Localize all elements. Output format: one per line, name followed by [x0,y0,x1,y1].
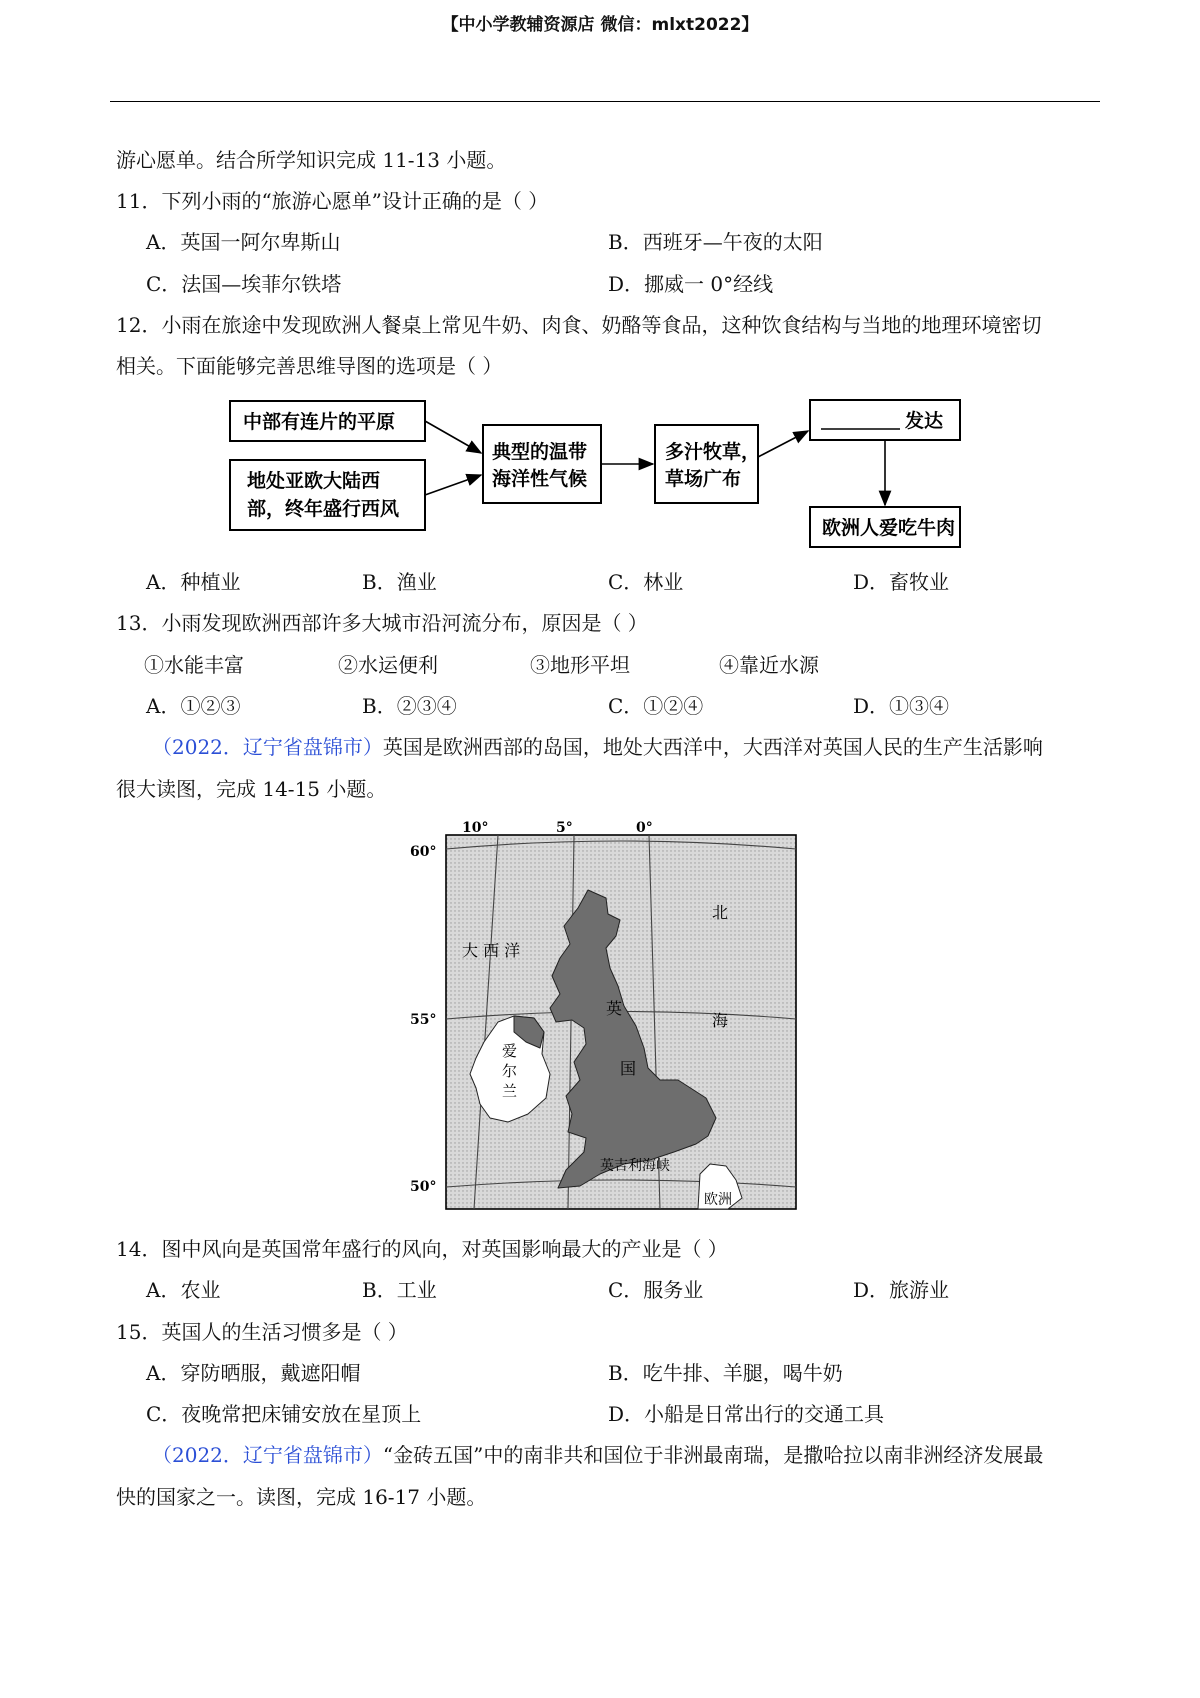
lat-label-50: 50° [410,1179,437,1195]
q14-option-d: D．旅游业 [853,1278,950,1302]
q11-option-a: A．英国一阿尔卑斯山 [146,230,341,254]
q12-option-c: C．林业 [608,570,684,594]
intro2-source: （2022．辽宁省盘锦市） [152,735,383,759]
mindmap-box-location-line1: 地处亚欧大陆西 [247,470,381,492]
mindmap-box-beef-text: 欧洲人爱吃牛肉 [822,517,956,539]
q11-option-d: D．挪威一 0°经线 [608,272,774,296]
intro3-source: （2022．辽宁省盘锦市） [152,1443,383,1467]
q12-option-a: A．种植业 [146,570,241,594]
intro-tail: 游心愿单。结合所学知识完成 11-13 小题。 [116,148,507,172]
intro2-line2: 很大读图，完成 14-15 小题。 [116,777,387,801]
lon-label-5: 5° [556,820,573,836]
q13-statement-2: ②水运便利 [338,653,438,677]
label-uk-2: 国 [620,1059,637,1078]
q15-option-b: B．吃牛排、羊腿，喝牛奶 [608,1361,843,1385]
q14-stem: 14．图中风向是英国常年盛行的风向，对英国影响最大的产业是（ ） [116,1237,728,1261]
q13-statement-3: ③地形平坦 [530,653,630,677]
q13-statement-4: ④靠近水源 [719,653,819,677]
q13-option-a: A．①②③ [146,694,241,718]
mindmap-box-pasture-line1: 多汁牧草， [665,441,761,463]
lon-label-10: 10° [462,820,489,836]
q15-option-d: D．小船是日常出行的交通工具 [608,1402,885,1426]
q12-stem-line1: 12．小雨在旅途中发现欧洲人餐桌上常见牛奶、肉食、奶酪等食品，这种饮食结构与当地的地理环境密切 [116,313,1042,337]
q15-option-c: C．夜晚常把床铺安放在星顶上 [146,1402,422,1426]
intro3-line1 [152,1441,1043,1469]
lon-label-0: 0° [636,820,653,836]
intro2-line1 [152,733,1043,761]
q15-option-a: A．穿防晒服，戴遮阳帽 [146,1361,361,1385]
q13-option-d: D．①③④ [853,694,950,718]
mindmap-box-climate [483,425,601,503]
q11-option-c: C．法国—埃菲尔铁塔 [146,272,342,296]
q13-statement-1: ①水能丰富 [144,653,244,677]
q12-option-b: B．渔业 [362,570,437,594]
q13-option-b: B．②③④ [362,694,457,718]
mind-map [225,395,990,555]
arrow-location-to-climate [425,475,481,495]
lat-label-60: 60° [410,844,437,860]
q14-option-c: C．服务业 [608,1278,704,1302]
arrow-pasture-to-blank [758,431,808,457]
label-uk-1: 英 [606,999,623,1018]
page-header: 【中小学教辅资源店 微信：mlxt2022】 [441,15,759,35]
mindmap-box-plain-text: 中部有连片的平原 [243,411,396,433]
mindmap-box-pasture [655,425,761,503]
q12-stem-line2: 相关。下面能够完善思维导图的选项是（ ） [116,354,503,378]
label-ireland-3: 兰 [502,1082,518,1100]
mindmap-box-location-line2: 部，终年盛行西风 [247,498,400,520]
mindmap-box-blank-text: 发达 [905,410,944,432]
header-rule [110,101,1100,102]
label-europe: 欧洲 [704,1192,732,1208]
label-ireland-2: 尔 [502,1062,518,1080]
intro3-line2: 快的国家之一。读图，完成 16-17 小题。 [116,1485,487,1509]
arrow-plain-to-climate [425,421,481,453]
mindmap-box-pasture-line2: 草场广布 [665,468,742,490]
q13-option-c: C．①②④ [608,694,704,718]
q12-option-d: D．畜牧业 [853,570,950,594]
q11-stem: 11．下列小雨的“旅游心愿单”设计正确的是（ ） [116,189,549,213]
q13-stem: 13．小雨发现欧洲西部许多大城市沿河流分布，原因是（ ） [116,611,648,635]
label-sea: 海 [712,1011,729,1030]
uk-map [410,818,820,1213]
intro3-text1: “金砖五国”中的南非共和国位于非洲最南瑞，是撒哈拉以南非洲经济发展最 [382,1443,1044,1467]
q15-stem: 15．英国人的生活习惯多是（ ） [116,1320,408,1344]
lat-label-55: 55° [410,1012,437,1028]
label-english-channel: 英吉利海峡 [600,1158,670,1174]
label-atlantic: 大 西 洋 [462,941,521,960]
mindmap-box-climate-line1: 典型的温带 [492,441,588,463]
mindmap-box-climate-line2: 海洋性气候 [492,468,588,490]
label-north: 北 [712,903,729,922]
intro2-text1: 英国是欧洲西部的岛国，地处大西洋中，大西洋对英国人民的生产生活影响 [382,735,1043,759]
q11-option-b: B．西班牙—午夜的太阳 [608,230,823,254]
label-ireland-1: 爱 [502,1042,518,1060]
q14-option-a: A．农业 [146,1278,221,1302]
q14-option-b: B．工业 [362,1278,437,1302]
